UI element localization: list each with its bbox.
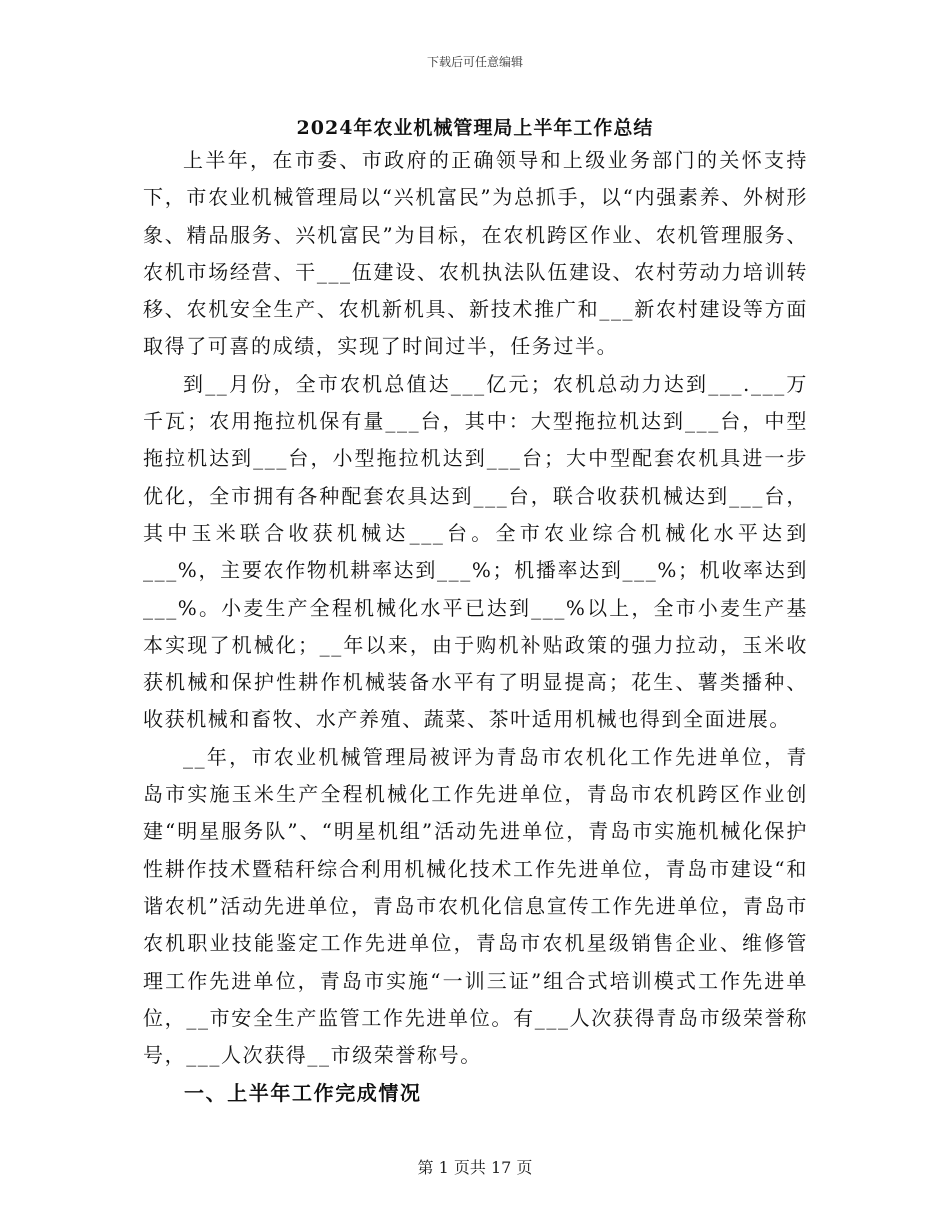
section-heading: 一、上半年工作完成情况: [184, 1081, 422, 1105]
page-number: 第 1 页共 17 页: [417, 1158, 533, 1177]
paragraph-statistics: 到__月份，全市农机总值达___亿元；农机总动力达到___.___万千瓦；农用拖拉机保有量___台，其中：大型拖拉机达到___台，中型拖拉机达到___台，小型拖拉机达到___台；大中型配套农机具进一步优化，全市拥有各种配套农具达到___台，联合收获机械达到___台，其中玉米联合收获机械达___台。全市农业综合机械化水平达到___%，主要农作物机耕率达到___%；机播率达到___%；机收率达到___%。小麦生产全程机械化水平已达到___%以上，全市小麦生产基本实现了机械化；__年以来，由于购机补贴政策的强力拉动，玉米收获机械和保护性耕作机械装备水平有了明显提高；花生、薯类播种、收获机械和畜牧、水产养殖、蔬菜、茶叶适用机械也得到全面进展。: [143, 371, 808, 732]
document-title: 2024年农业机械管理局上半年工作总结: [296, 117, 654, 139]
paragraph-intro: 上半年，在市委、市政府的正确领导和上级业务部门的关怀支持下，市农业机械管理局以“兴机富民”为总抓手，以“内强素养、外树形象、精品服务、兴机富民”为目标，在农机跨区作业、农机管理服务、农机市场经营、干___伍建设、农机执法队伍建设、农村劳动力培训转移、农机安全生产、农机新机具、新技术推广和___新农村建设等方面取得了可喜的成绩，实现了时间过半，任务过半。: [143, 148, 808, 359]
document-body: [143, 142, 808, 1074]
page-header-note: 下载后可任意编辑: [426, 55, 523, 69]
paragraph-honors: __年，市农业机械管理局被评为青岛市农机化工作先进单位，青岛市实施玉米生产全程机械化工作先进单位，青岛市农机跨区作业创建“明星服务队”、“明星机组”活动先进单位，青岛市实施机械化保护性耕作技术暨秸秆综合利用机械化技术工作先进单位，青岛市建设“和谐农机”活动先进单位，青岛市农机化信息宣传工作先进单位，青岛市农机职业技能鉴定工作先进单位，青岛市农机星级销售企业、维修管理工作先进单位，青岛市实施“一训三证”组合式培训模式工作先进单位，__市安全生产监管工作先进单位。有___人次获得青岛市级荣誉称号，___人次获得__市级荣誉称号。: [143, 744, 808, 1068]
